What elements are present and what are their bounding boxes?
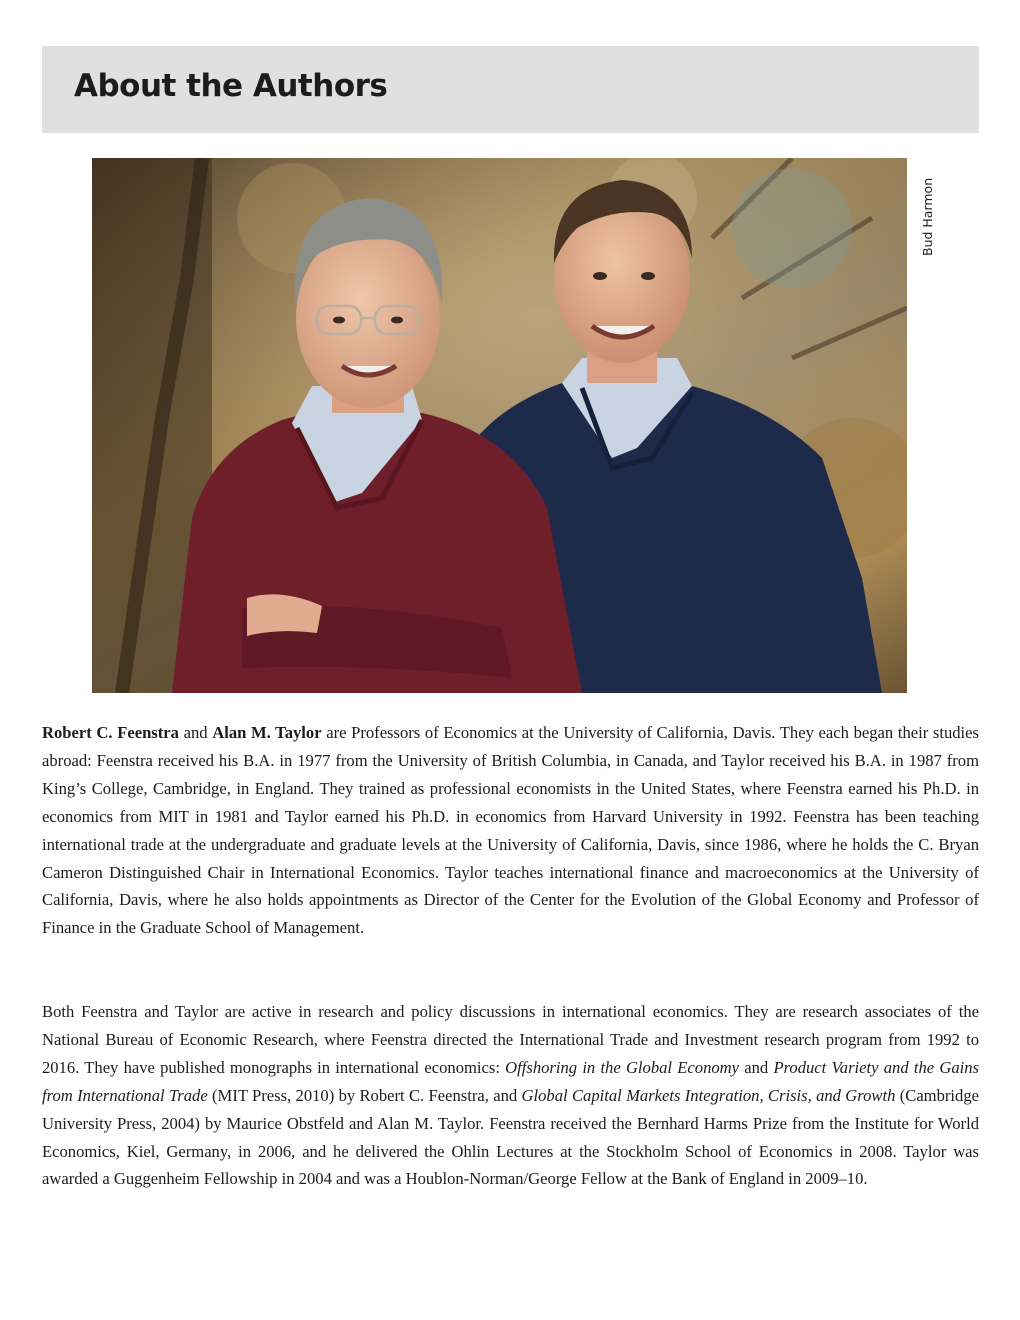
photo-credit xyxy=(906,158,934,298)
bio-text: (MIT Press, 2010) by Robert C. Feenstra, and xyxy=(207,1085,522,1105)
bio-text: and xyxy=(178,723,213,742)
photo-credit-text: Bud Harmon xyxy=(920,177,935,256)
book-title: Global Capital Markets Integration, Crisis, and Growth xyxy=(521,1085,896,1105)
author-name-taylor: Alan M. Taylor xyxy=(212,723,322,742)
bio-text: (Cambridge University Press, 2004) by Maurice Obstfeld and Alan M. Taylor. Feenstra received the Bernhard Harms Prize from the Institute for World Economics, Kiel, Germany, in 2006, and he delivered the Ohlin Lectures at the Stockholm School of Economics in 2008. Taylor was awarded a Guggenheim Fellowship in 2004 and was a Houblon-Norman/George Fellow at the Bank of England in 2009–10. xyxy=(42,1085,979,1189)
bio-paragraph-1 xyxy=(42,719,979,942)
bio-text: are Professors of Economics at the University of California, Davis. They each began their studies abroad: Feenstra received his B.A. in 1977 from the University of British Columbia, in Canada, and Taylor received his B.A. in 1987 from King’s College, Cambridge, in England. They trained as professional economists in the United States, where Feenstra earned his Ph.D. in economics from MIT in 1981 and Taylor earned his Ph.D. in economics from Harvard University in 1992. Feenstra has been teaching international trade at the undergraduate and graduate levels at the University of California, Davis, since 1986, where he holds the C. Bryan Cameron Distinguished Chair in International Economics. Taylor teaches international finance and macroeconomics at the University of California, Davis, where he also holds appointments as Director of the Center for the Evolution of the Global Economy and Professor of Finance in the Graduate School of Management. xyxy=(42,723,979,938)
page-title: About the Authors xyxy=(74,68,388,104)
book-title: Product Variety and the Gains from International Trade xyxy=(42,1057,979,1105)
book-title: Offshoring in the Global Economy xyxy=(505,1057,740,1077)
authors-photo xyxy=(92,158,907,693)
header-band xyxy=(42,46,979,133)
bio-paragraph-2 xyxy=(42,998,979,1193)
bio-text: Both Feenstra and Taylor are active in research and policy discussions in international economics. They are research associates of the National Bureau of Economic Research, where Feenstra directed the International Trade and Investment research program from 1992 to 2016. They have published monographs in international economics: xyxy=(42,1002,979,1077)
author-name-feenstra: Robert C. Feenstra xyxy=(42,723,179,742)
bio-text: and xyxy=(739,1057,774,1077)
